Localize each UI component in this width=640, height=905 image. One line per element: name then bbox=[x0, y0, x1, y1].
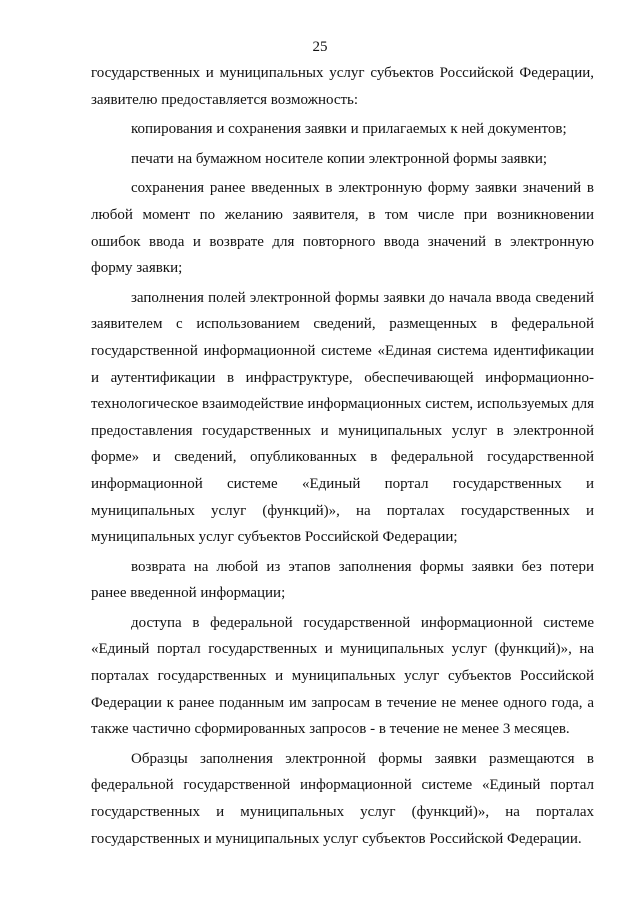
paragraph-return-step: возврата на любой из этапов заполнения формы заявки без потери ранее введенной информации; bbox=[91, 558, 594, 602]
paragraph-continuation: государственных и муниципальных услуг субъектов Российской Федерации, заявителю предоставляется возможность: bbox=[91, 65, 594, 108]
paragraph-samples: Образцы заполнения электронной формы заявки размещаются в федеральной государственной информационной системе «Единый портал государственных и муниципальных услуг (функций)», на порталах государственных и муниципальных услуг субъектов Российской Федерации. bbox=[91, 750, 594, 847]
paragraph-copy-save: копирования и сохранения заявки и прилагаемых к ней документов; bbox=[131, 121, 567, 138]
paragraph-print: печати на бумажном носителе копии электронной формы заявки; bbox=[131, 150, 548, 167]
page-number: 25 bbox=[312, 39, 328, 55]
document-body bbox=[91, 60, 594, 852]
paragraph-fill-fields: заполнения полей электронной формы заявки до начала ввода сведений заявителем с использованием сведений, размещенных в федеральной государственной информационной системе «Единая система идентификации и аутентификации в инфраструктуре, обеспечивающей информационно-технологическое взаимодействие информационных систем, используемых для предоставления государственных и муниципальных услуг в электронной форме» и сведений, опубликованных в федеральной государственной информационной системе «Единый портал государственных и муниципальных услуг (функций)», на порталах государственных и муниципальных услуг субъектов Российской Федерации; bbox=[91, 289, 594, 546]
paragraph-access-requests: доступа в федеральной государственной информационной системе «Единый портал государственных и муниципальных услуг (функций)», на порталах государственных и муниципальных услуг субъектов Российской Федерации к ранее поданным им запросам в течение не менее одного года, а также частично сформированных запросов - в течение не менее 3 месяцев. bbox=[91, 614, 594, 738]
paragraph-save-values: сохранения ранее введенных в электронную форму заявки значений в любой момент по желанию заявителя, в том числе при возникновении ошибок ввода и возврате для повторного ввода значений в электронную форму заявки; bbox=[91, 180, 594, 277]
